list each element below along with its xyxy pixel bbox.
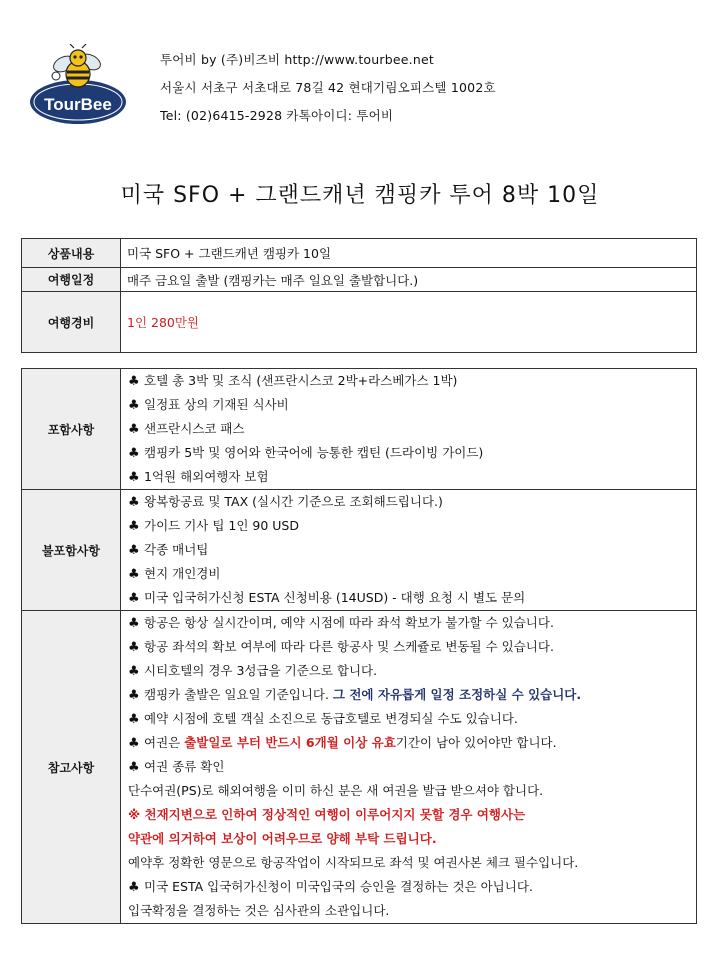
club-bullet-icon: ♣ <box>128 495 140 510</box>
list-item: ♣ 항공 좌석의 확보 여부에 따라 다른 항공사 및 스케쥴로 변동될 수 있습니다. <box>128 635 696 659</box>
club-bullet-icon: ♣ <box>128 519 140 534</box>
club-bullet-icon: ♣ <box>128 567 140 582</box>
club-bullet-icon: ♣ <box>128 760 140 775</box>
notes-list <box>121 611 697 924</box>
excluded-list <box>121 490 697 611</box>
club-bullet-icon: ♣ <box>128 688 140 703</box>
warning-text: 출발일로 부터 반드시 6개월 이상 유효 <box>184 735 396 750</box>
list-item: ♣ 시티호텔의 경우 3성급을 기준으로 합니다. <box>128 659 696 683</box>
club-bullet-icon: ♣ <box>128 470 140 485</box>
price-value: 1인 280만원 <box>121 292 697 353</box>
included-label: 포함사항 <box>22 369 121 490</box>
logo-text: TourBee <box>44 95 112 114</box>
summary-table <box>21 238 697 353</box>
club-bullet-icon: ♣ <box>128 616 140 631</box>
page-title: 미국 SFO + 그랜드캐년 캠핑카 투어 8박 10일 <box>120 183 600 208</box>
list-item: ♣ 왕복항공료 및 TAX (실시간 기준으로 조회해드립니다.) <box>128 490 696 514</box>
company-info <box>160 50 496 134</box>
club-bullet-icon: ♣ <box>128 398 140 413</box>
list-item: 예약후 정확한 영문으로 항공작업이 시작되므로 좌석 및 여권사본 체크 필수입니다. <box>128 855 579 870</box>
included-list <box>121 369 697 490</box>
list-item: ♣ 항공은 항상 실시간이며, 예약 시점에 따라 좌석 확보가 불가할 수 있습니다. <box>128 611 696 635</box>
list-item: ♣ 가이드 기사 팁 1인 90 USD <box>128 514 696 538</box>
list-item: ♣ 미국 ESTA 입국허가신청이 미국입국의 승인을 결정하는 것은 아닙니다. <box>128 875 696 899</box>
warning-line: ※ 천재지변으로 인하여 정상적인 여행이 이루어지지 못할 경우 여행사는 <box>128 807 526 822</box>
club-bullet-icon: ♣ <box>128 664 140 679</box>
list-item: ♣ 여권은 출발일로 부터 반드시 6개월 이상 유효기간이 남아 있어야만 합니다. <box>128 731 696 755</box>
club-bullet-icon: ♣ <box>128 880 140 895</box>
schedule-value: 매주 금요일 출발 (캠핑카는 매주 일요일 출발합니다.) <box>121 268 697 292</box>
list-item: ♣ 각종 매너팁 <box>128 538 696 562</box>
schedule-label: 여행일정 <box>22 268 121 292</box>
list-item: 단수여권(PS)로 해외여행을 이미 하신 분은 새 여권을 발급 받으셔야 합니다. <box>128 783 544 798</box>
product-label: 상품내용 <box>22 239 121 268</box>
list-item: ♣ 1억원 해외여행자 보험 <box>128 465 696 489</box>
club-bullet-icon: ♣ <box>128 640 140 655</box>
club-bullet-icon: ♣ <box>128 736 140 751</box>
club-bullet-icon: ♣ <box>128 446 140 461</box>
notes-label: 참고사항 <box>22 611 121 924</box>
list-item: ♣ 캠핑카 출발은 일요일 기준입니다. 그 전에 자유롭게 일정 조정하실 수 있습니다. <box>128 683 696 707</box>
company-contact-line: Tel: (02)6415-2928 카톡아이디: 투어비 <box>160 108 394 123</box>
club-bullet-icon: ♣ <box>128 422 140 437</box>
company-address-line: 서울시 서초구 서초대로 78길 42 현대기림오피스텔 1002호 <box>160 80 496 95</box>
highlight-text: 그 전에 자유롭게 일정 조정하실 수 있습니다. <box>332 687 582 702</box>
club-bullet-icon: ♣ <box>128 591 140 606</box>
product-value: 미국 SFO + 그랜드캐년 캠핑카 10일 <box>121 239 697 268</box>
list-item: ♣ 현지 개인경비 <box>128 562 696 586</box>
club-bullet-icon: ♣ <box>128 543 140 558</box>
excluded-label: 불포함사항 <box>22 490 121 611</box>
header <box>28 40 708 140</box>
company-name-line: 투어비 by (주)비즈비 http://www.tourbee.net <box>160 52 434 67</box>
list-item: ♣ 호텔 총 3박 및 조식 (샌프란시스코 2박+라스베가스 1박) <box>128 369 696 393</box>
price-label: 여행경비 <box>22 292 121 353</box>
warning-line: 약관에 의거하여 보상이 어려우므로 양해 부탁 드립니다. <box>128 831 437 846</box>
details-table <box>21 368 697 924</box>
club-bullet-icon: ♣ <box>128 374 140 389</box>
list-item: ♣ 미국 입국허가신청 ESTA 신청비용 (14USD) - 대행 요청 시 별도 문의 <box>128 586 696 610</box>
club-bullet-icon: ♣ <box>128 712 140 727</box>
list-item: 입국확정을 결정하는 것은 심사관의 소관입니다. <box>128 903 390 918</box>
tourbee-logo[interactable] <box>28 44 128 130</box>
list-item: ♣ 여권 종류 확인 <box>128 755 696 779</box>
list-item: ♣ 샌프란시스코 패스 <box>128 417 696 441</box>
list-item: ♣ 일정표 상의 기재된 식사비 <box>128 393 696 417</box>
list-item: ♣ 예약 시점에 호텔 객실 소진으로 동급호텔로 변경되실 수도 있습니다. <box>128 707 696 731</box>
list-item: ♣ 캠핑카 5박 및 영어와 한국어에 능통한 캡틴 (드라이빙 가이드) <box>128 441 696 465</box>
